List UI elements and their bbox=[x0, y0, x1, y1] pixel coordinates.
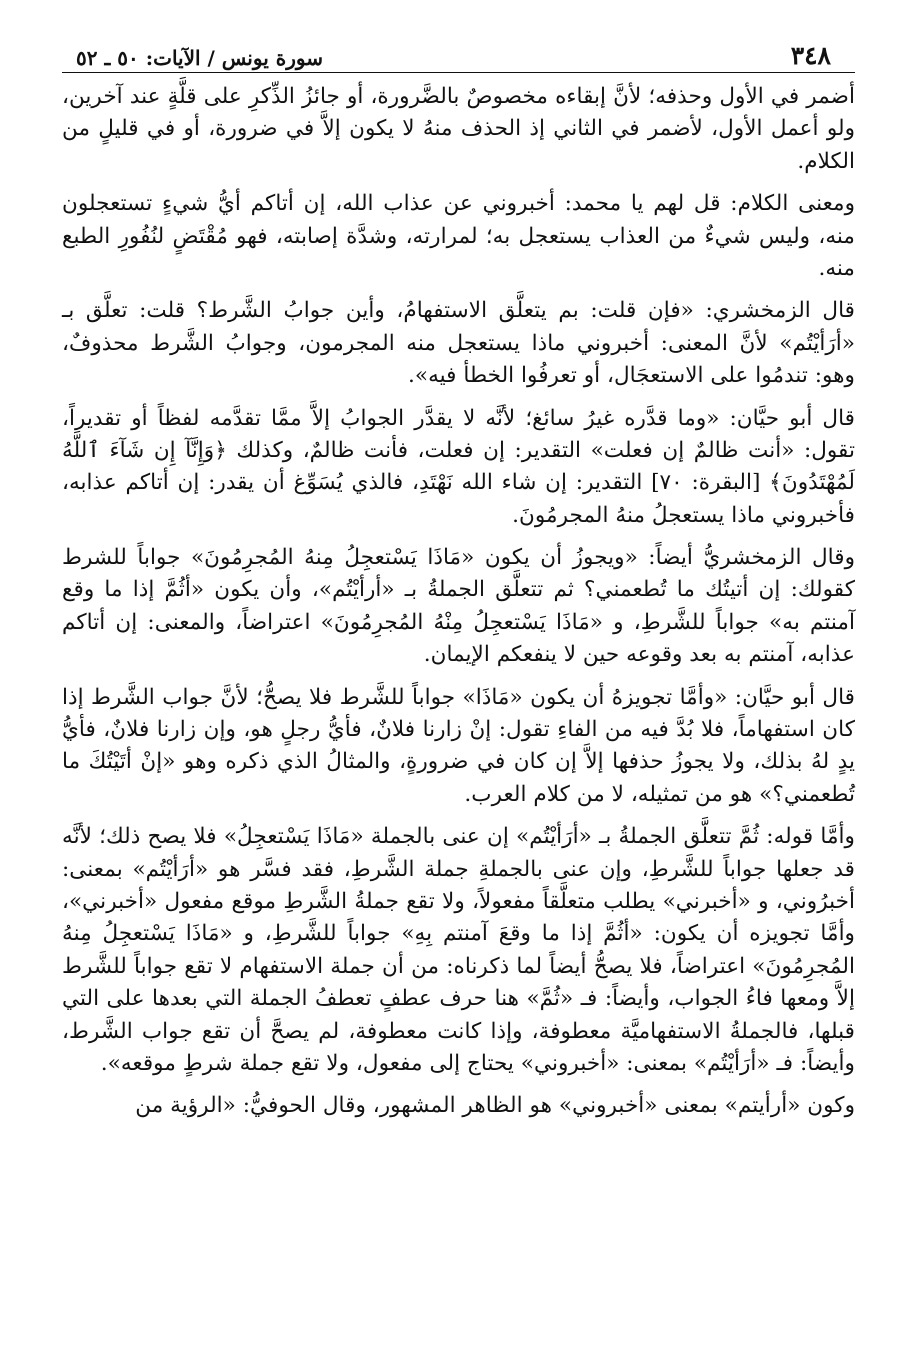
running-title: سورة يونس / الآيات: ٥٠ ـ ٥٢ bbox=[76, 46, 323, 70]
paragraph-2: ومعنى الكلام: قل لهم يا محمد: أخبروني عن عذاب الله، إن أتاكم أيُّ شيءٍ تستعجلون منه، وليس شيءٌ من العذاب يستعجل به؛ لمرارته، وشدَّة إصابته، فهو مُقْتَضٍ لنُفُورِ الطبع منه. bbox=[62, 191, 855, 281]
page-number: ٣٤٨ bbox=[790, 41, 831, 70]
paragraph-4: قال أبو حيَّان: «وما قدَّره غيرُ سائغ؛ لأنَّه لا يقدَّر الجوابُ إلاَّ ممَّا تقدَّمه لفظاً أو تقديراً، تقول: «أنت ظالمٌ إن فعلت» التقدير: إن فعلت، فأنت ظالمٌ، وكذلك ﴿وَإِنَّآ إِن شَآءَ ٱللَّهُ لَمُهْتَدُونَ﴾ [البقرة: ٧٠] التقدير: إن شاء الله نَهْتَدِ، فالذي يُسَوِّغ أن يقدر: إن أتاكم عذابه، فأخبروني ماذا يستعجلُ منهُ المجرمُونَ. bbox=[62, 405, 855, 528]
paragraph-6: قال أبو حيَّان: «وأمَّا تجويزهُ أن يكون «مَاذَا» جواباً للشَّرط فلا يصحُّ؛ لأنَّ جواب الشَّرط إذا كان استفهاماً، فلا بُدَّ فيه من الفاءِ تقول: إنْ زارنا فلانٌ، فأيُّ رجلٍ هو، وإن زارنا فلانٌ، فأيُّ يدٍ لهُ بذلك، ولا يجوزُ حذفها إلاَّ إن كان في ضرورةٍ، والمثالُ الذي ذكره وهو «إنْ أتَيْتُكَ ما تُطعمني؟» هو من تمثيله، لا من كلام العرب. bbox=[62, 684, 855, 807]
book-page bbox=[62, 28, 855, 1348]
paragraph-1: أضمر في الأول وحذفه؛ لأنَّ إبقاءه مخصوصٌ بالضَّرورة، أو جائزُ الذِّكرِ على قلَّةٍ عند آخرين، ولو أعمل الأول، لأضمر في الثاني إذ الحذف منهُ لا يكون إلاَّ في ضرورة، أو في قليلٍ من الكلام. bbox=[62, 84, 855, 174]
page-header bbox=[62, 28, 855, 73]
body-text bbox=[62, 81, 855, 1123]
paragraph-3: قال الزمخشري: «فإن قلت: بم يتعلَّق الاستفهامُ، وأين جوابُ الشَّرط؟ قلت: تعلَّق بـ «أرَأيْتُم» لأنَّ المعنى: أخبروني ماذا يستعجل منه المجرمون، وجوابُ الشَّرط محذوفٌ، وهو: تندمُوا على الاستعجَال، أو تعرفُوا الخطأ فيه». bbox=[62, 298, 855, 389]
paragraph-5: وقال الزمخشريُّ أيضاً: «ويجوزُ أن يكون «مَاذَا يَسْتعجِلُ مِنهُ المُجرِمُونَ» جواباً للشرط كقولك: إن أتيتُك ما تُطعمني؟ ثم تتعلَّق الجملةُ بـ «أرأيْتُم»، وأن يكون «أثُمَّ إذا ما وقع آمنتم به» جواباً للشَّرطِ، و «مَاذَا يَسْتعجِلُ مِنْهُ المُجرِمُونَ» اعتراضاً، والمعنى: إن أتاكم عذابه، آمنتم به بعد وقوعه حين لا ينفعكم الإيمان. bbox=[62, 545, 855, 668]
paragraph-8: وكون «أرأيتم» بمعنى «أخبروني» هو الظاهر المشهور، وقال الحوفيُّ: «الرؤية من bbox=[135, 1093, 855, 1119]
paragraph-7: وأمَّا قوله: ثُمَّ تتعلَّق الجملةُ بـ «أرَأيْتُم» إن عنى بالجملة «مَاذَا يَسْتعجِلُ» فلا يصح ذلك؛ لأنَّه قد جعلها جواباً للشَّرطِ، وإن عنى بالجملةِ جملة الشَّرطِ، فقد فسَّر هو «أرَأيْتُم» بمعنى: أخبرُوني، و «أخبرني» يطلب متعلَّقاً مفعولاً، ولا تقع جملةُ الشَّرطِ موقع مفعول «أخبرني»، وأمَّا تجويزه أن يكون: «أثُمَّ إذا ما وقعَ آمنتم بِهِ» جواباً للشَّرطِ، و «مَاذَا يَسْتعجِلُ مِنهُ المُجرِمُونَ» اعتراضاً، فلا يصحُّ أيضاً لما ذكرناه: من أن جملة الاستفهام لا تقع جواباً للشَّرط إلاَّ ومعها فاءُ الجواب، وأيضاً: فـ «ثُمَّ» هنا حرف عطفٍ تعطفُ الجملة التي بعدها على التي قبلها، فالجملةُ الاستفهاميَّة معطوفة، وإذا كانت معطوفة، لم يصحَّ أن تقع جواب الشَّرط، وأيضاً: فـ «أرَأيْتُم» بمعنى: «أخبروني» يحتاج إلى مفعول، ولا تقع جملة شرطٍ موقعه». bbox=[62, 824, 855, 1076]
